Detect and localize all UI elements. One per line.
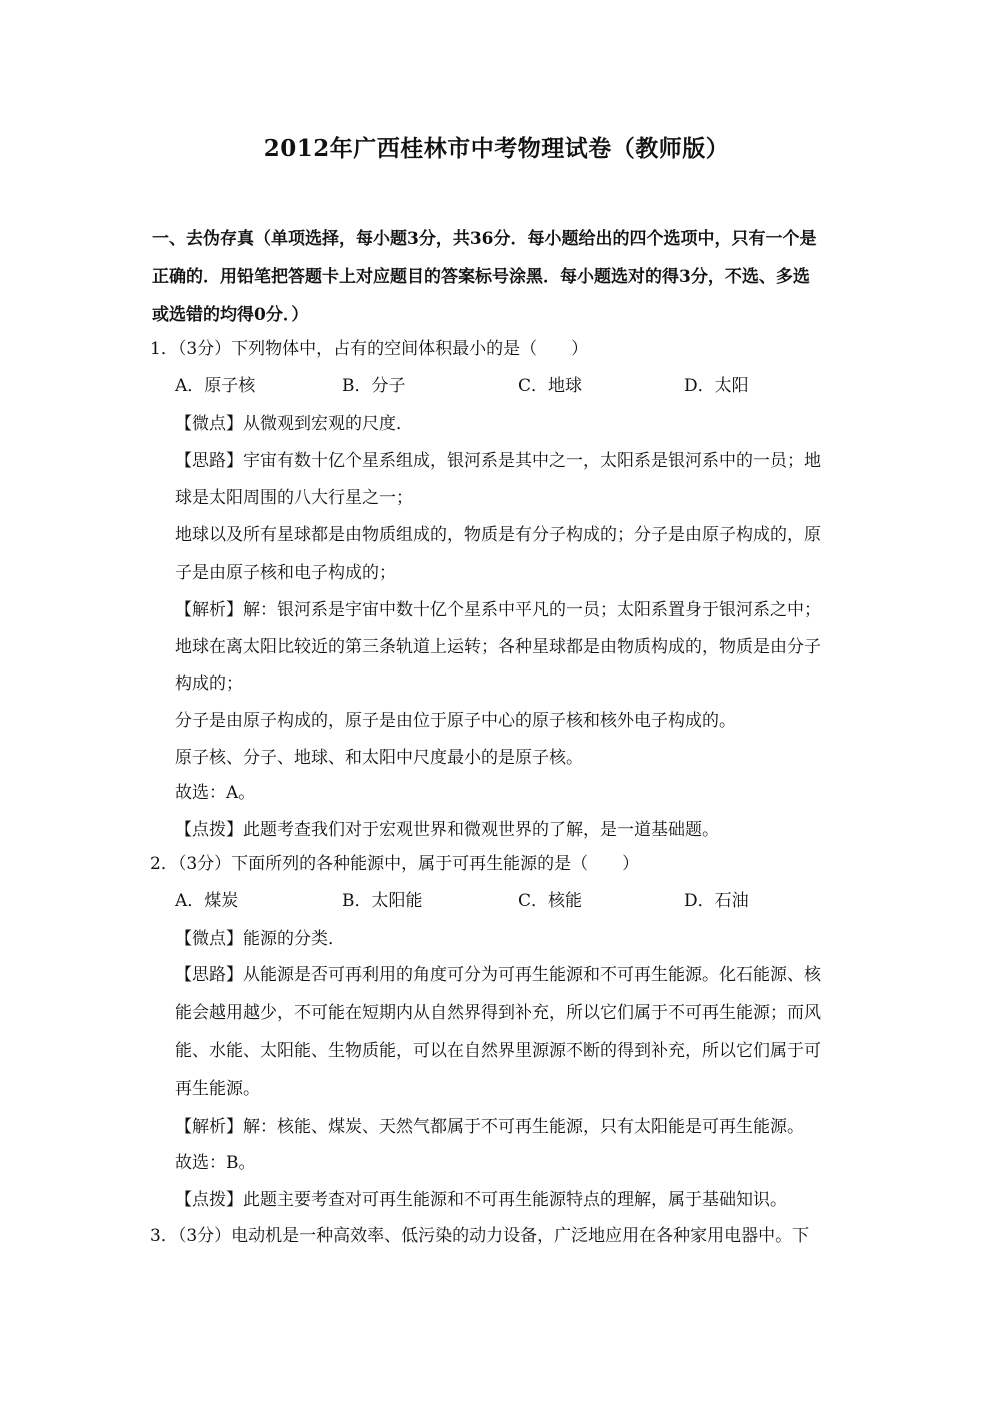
section-header-line: 或选错的均得0分．） (152, 305, 309, 325)
question-1-weidian: 【微点】从微观到宏观的尺度． (175, 414, 413, 434)
question-2-option-b: B．太阳能 (342, 891, 423, 911)
question-2-option-c: C．核能 (518, 891, 583, 911)
question-2-silu-line: 【思路】从能源是否可再利用的角度可分为可再生能源和不可再生能源。化石能源、核 (175, 965, 821, 985)
question-1-answer: 故选：A。 (175, 783, 256, 803)
question-1-option-d: D．太阳 (684, 376, 749, 396)
question-1-jiexi-line: 原子核、分子、地球、和太阳中尺度最小的是原子核。 (175, 748, 583, 768)
question-1-jiexi-line: 【解析】解：银河系是宇宙中数十亿个星系中平凡的一员；太阳系置身于银河系之中； (175, 600, 821, 620)
question-1-jiexi-line: 地球在离太阳比较近的第三条轨道上运转；各种星球都是由物质构成的，物质是由分子 (175, 637, 821, 657)
question-1-silu-line: 球是太阳周围的八大行星之一； (175, 488, 413, 508)
question-1-dianbo: 【点拨】此题考查我们对于宏观世界和微观世界的了解，是一道基础题。 (175, 820, 719, 840)
question-1-option-c: C．地球 (518, 376, 583, 396)
question-2-dianbo: 【点拨】此题主要考查对可再生能源和不可再生能源特点的理解，属于基础知识。 (175, 1190, 787, 1210)
question-1-stem: 1．（3分）下列物体中，占有的空间体积最小的是（ ） (150, 339, 589, 359)
section-header-line: 正确的．用铅笔把答题卡上对应题目的答案标号涂黑．每小题选对的得3分，不选、多选 (152, 267, 810, 287)
question-1-silu-line: 地球以及所有星球都是由物质组成的，物质是有分子构成的；分子是由原子构成的，原 (175, 525, 821, 545)
page-title: 2012年广西桂林市中考物理试卷（教师版） (263, 135, 730, 162)
question-1-option-a: A．原子核 (175, 376, 256, 396)
question-2-silu-line: 能会越用越少，不可能在短期内从自然界得到补充，所以它们属于不可再生能源；而风 (175, 1003, 821, 1023)
question-2-option-d: D．石油 (684, 891, 749, 911)
question-1-silu-line: 【思路】宇宙有数十亿个星系组成，银河系是其中之一，太阳系是银河系中的一员；地 (175, 451, 821, 471)
question-2-jiexi-line: 【解析】解：核能、煤炭、天然气都属于不可再生能源，只有太阳能是可再生能源。 (175, 1117, 804, 1137)
question-2-silu-line: 再生能源。 (175, 1079, 260, 1099)
question-1-jiexi-line: 分子是由原子构成的，原子是由位于原子中心的原子核和核外电子构成的。 (175, 711, 736, 731)
question-1-option-b: B．分子 (342, 376, 406, 396)
question-3-stem: 3．（3分）电动机是一种高效率、低污染的动力设备，广泛地应用在各种家用电器中。下 (150, 1226, 810, 1246)
question-2-silu-line: 能、水能、太阳能、生物质能，可以在自然界里源源不断的得到补充，所以它们属于可 (175, 1041, 821, 1061)
question-2-stem: 2．（3分）下面所列的各种能源中，属于可再生能源的是（ ） (150, 854, 640, 874)
question-2-answer: 故选：B。 (175, 1153, 256, 1173)
question-1-jiexi-line: 构成的； (175, 674, 243, 694)
question-2-option-a: A．煤炭 (175, 891, 239, 911)
section-header (152, 220, 852, 334)
section-header-line: 一、去伪存真（单项选择，每小题3分，共36分．每小题给出的四个选项中，只有一个是 (152, 229, 817, 249)
question-1-silu-line: 子是由原子核和电子构成的； (175, 563, 396, 583)
question-2-weidian: 【微点】能源的分类． (175, 929, 345, 949)
